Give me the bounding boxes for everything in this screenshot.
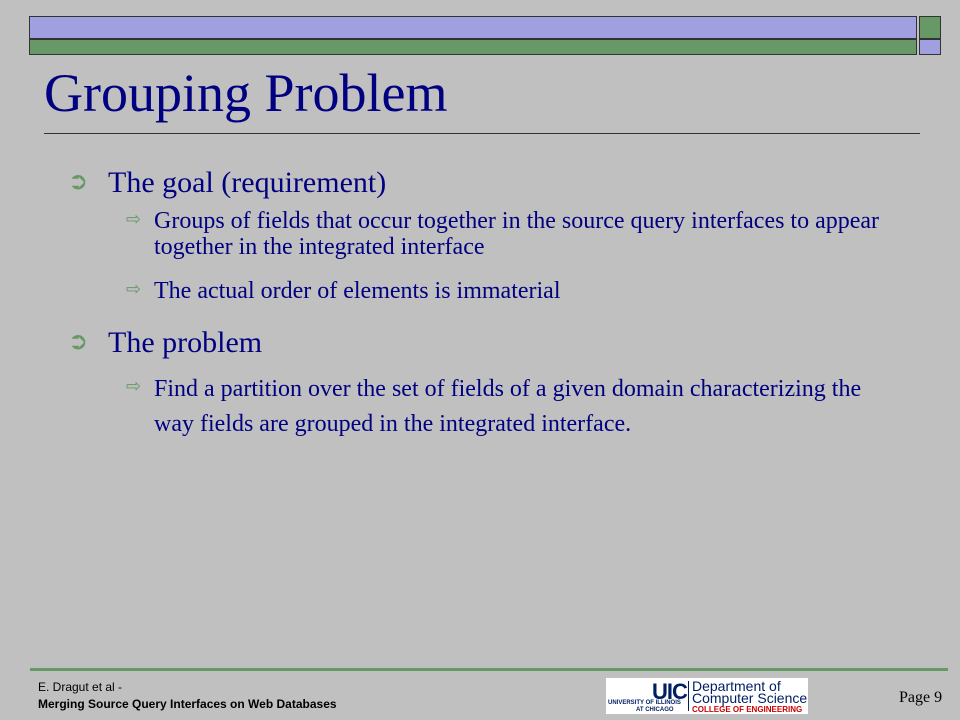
- footer-author: E. Dragut et al -: [38, 680, 123, 694]
- outline-arrow-icon: ⇨: [126, 376, 142, 397]
- uic-cs-logo: [606, 678, 808, 714]
- list-item-text: Find a partition over the set of fields of a given domain characterizing the way fields are grouped in the integrated interface.: [154, 376, 862, 437]
- logo-uic-mark: UIC: [652, 679, 687, 704]
- footer-talk-title: Merging Source Query Interfaces on Web Databases: [38, 697, 337, 711]
- logo-university-line1: UNIVERSITY OF ILLINOIS: [608, 700, 681, 706]
- section-goal: [68, 166, 387, 201]
- logo-dept-line1: Department of: [692, 678, 781, 694]
- outline-arrow-icon: ⇨: [126, 209, 142, 230]
- section-problem: [68, 326, 263, 361]
- list-item: [126, 278, 894, 304]
- list-item: [126, 208, 894, 261]
- slide-title: Grouping Problem: [44, 63, 448, 123]
- curved-arrow-icon: ➲: [68, 167, 89, 195]
- logo-college: COLLEGE OF ENGINEERING: [692, 705, 803, 714]
- outline-arrow-icon: ⇨: [126, 279, 142, 300]
- curved-arrow-icon: ➲: [68, 327, 89, 355]
- page-number: Page 9: [899, 689, 943, 706]
- logo-separator: [688, 681, 689, 711]
- section-heading: The problem: [108, 326, 263, 359]
- footer-divider: [30, 668, 948, 671]
- section-heading: The goal (requirement): [108, 166, 387, 199]
- list-item: [126, 372, 904, 442]
- list-item-text: Groups of fields that occur together in the source query interfaces to appear together in the integrated interface: [154, 208, 880, 261]
- logo-dept-line2: Computer Science: [692, 690, 808, 706]
- list-item-text: The actual order of elements is immaterial: [154, 278, 561, 304]
- logo-university-line2: AT CHICAGO: [636, 707, 674, 713]
